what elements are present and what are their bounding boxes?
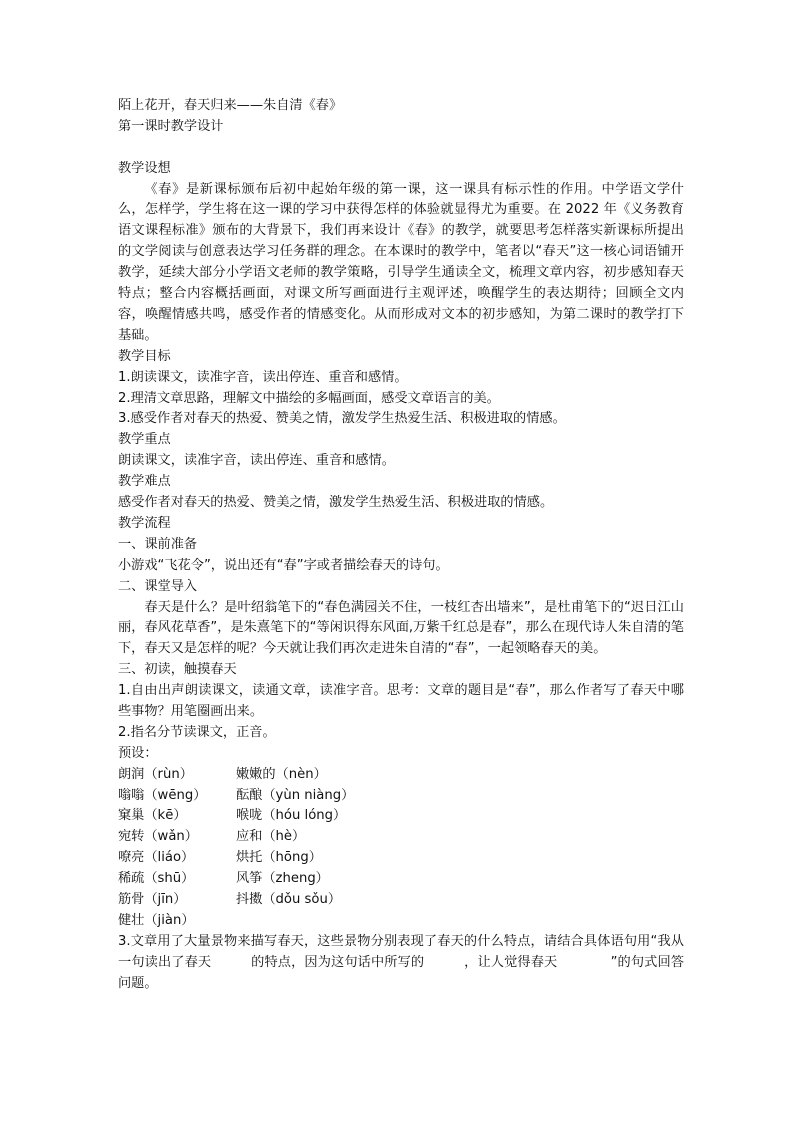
document-title: 陌上花开，春天归来——朱自清《春》 xyxy=(118,98,343,113)
goal-item-2: 2.理清文章思路，理解文中描绘的多幅画面，感受文章语言的美。 xyxy=(118,390,500,406)
section-heading-concept: 教学设想 xyxy=(118,160,171,176)
section-heading-goals: 教学目标 xyxy=(118,348,171,364)
pinyin-word: 稀疏（shū） xyxy=(118,871,195,887)
pinyin-row xyxy=(118,848,684,869)
key-point-text: 朗读课文，读准字音，读出停连、重音和感情。 xyxy=(118,453,395,469)
goal-item-1: 1.朗读课文，读准字音，读出停连、重音和感情。 xyxy=(118,369,408,385)
pinyin-row xyxy=(118,806,684,827)
pinyin-word: 嘹亮（liáo） xyxy=(118,850,195,866)
step-3-item-2: 2.指名分节读课文，正音。 xyxy=(118,724,276,740)
pinyin-word: 喉咙（hóu lóng） xyxy=(236,808,347,824)
pinyin-word: 酝酿（yùn niàng） xyxy=(236,787,355,803)
step-heading-2: 二、课堂导入 xyxy=(118,578,198,594)
pinyin-row xyxy=(118,890,684,911)
document-page xyxy=(118,96,724,995)
pinyin-word: 窠巢（kē） xyxy=(118,808,187,824)
pinyin-row xyxy=(118,869,684,890)
section-heading-key-point: 教学重点 xyxy=(118,432,171,448)
step-2-paragraph: 春天是什么？是叶绍翁笔下的“春色满园关不住，一枝红杏出墙来”，是杜甫笔下的“迟日江山丽，春风花草香”，是朱熹笔下的“等闲识得东风面,万紫千红总是春”，那么在现代诗人朱自清的笔下，春天又是怎样的呢？今天就让我们再次走进朱自清的“春”，一起领略春天的美。 xyxy=(118,599,684,657)
concept-paragraph: 《春》是新课标颁布后初中起始年级的第一课，这一课具有标示性的作用。中学语文学什么，怎样学，学生将在这一课的学习中获得怎样的体验就显得尤为重要。在 2022 年《义务教育语文课程标准》颁布的大背景下，我们再来设计《春》的教学，就要思考怎样落实新课标所提出的文学阅读与创意表达学习任务群的理念。在本课时的教学中，笔者以“春天”这一核心词语铺开教学，延续大部分小学语文老师的教学策略，引导学生通读全文，梳理文章内容，初步感知春天特点；整合内容概括画面，对课文所写画面进行主观评述，唤醒学生的表达期待；回顾全文内容，唤醒情感共鸣，感受作者的情感变化。从而形成对文本的初步感知，为第二课时的教学打下基础。 xyxy=(118,181,684,343)
pinyin-row xyxy=(118,765,684,786)
step-heading-1: 一、课前准备 xyxy=(118,536,198,552)
pinyin-row xyxy=(118,827,684,848)
pinyin-row xyxy=(118,911,684,932)
section-heading-difficulty: 教学难点 xyxy=(118,474,171,490)
pinyin-word: 风筝（zheng） xyxy=(236,871,329,887)
step-heading-3: 三、初读，触摸春天 xyxy=(118,662,237,678)
pinyin-word: 朗润（rùn） xyxy=(118,766,193,782)
document-subtitle: 第一课时教学设计 xyxy=(118,118,224,134)
pinyin-word: 抖擞（dǒu sǒu） xyxy=(236,892,342,908)
pinyin-word: 烘托（hōng） xyxy=(236,850,322,866)
pinyin-word: 嗡嗡（wēng） xyxy=(118,787,207,803)
section-heading-process: 教学流程 xyxy=(118,515,171,531)
pinyin-word: 应和（hè） xyxy=(236,829,306,845)
pinyin-word: 筋骨（jīn） xyxy=(118,892,187,908)
step-3-item-3: 3.文章用了大量景物来描写春天，这些景物分别表现了春天的什么特点，请结合具体语句用“我从 一句读出了春天 的特点，因为这句话中所写的 ，让人觉得春天 ”的句式回答问题。 xyxy=(118,933,724,991)
preset-label: 预设： xyxy=(118,745,158,761)
difficulty-text: 感受作者对春天的热爱、赞美之情，激发学生热爱生活、积极进取的情感。 xyxy=(118,495,554,511)
step-3-item-1: 1.自由出声朗读课文，读通文章，读准字音。思考：文章的题目是“春”，那么作者写了春天中哪些事物？用笔圈画出来。 xyxy=(118,683,684,720)
pinyin-row xyxy=(118,786,684,807)
pinyin-list xyxy=(118,765,684,932)
pinyin-word: 健壮（jiàn） xyxy=(118,912,195,928)
blank-line xyxy=(118,138,684,159)
pinyin-word: 嫩嫩的（nèn） xyxy=(236,766,327,782)
goal-item-3: 3.感受作者对春天的热爱、赞美之情，激发学生热爱生活、积极进取的情感。 xyxy=(118,411,566,427)
pinyin-word: 宛转（wǎn） xyxy=(118,829,198,845)
step-1-text: 小游戏“飞花令”，说出还有“春”字或者描绘春天的诗句。 xyxy=(118,557,449,573)
